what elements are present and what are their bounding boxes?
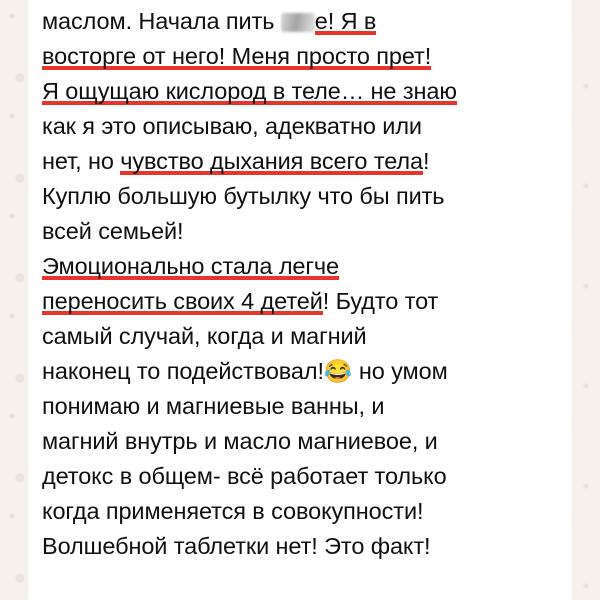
text-run: детокс в общем- всё работает только	[42, 463, 447, 489]
text-run: всей семьей!	[42, 218, 184, 244]
highlighted-text-run: е! Я в	[314, 8, 377, 34]
text-run: как я это описываю, адекватно или	[42, 113, 422, 139]
highlighted-text-run: чувство дыхания всего тела	[120, 148, 423, 174]
redaction-smudge	[281, 13, 315, 32]
text-run: когда применяется в совокупности!	[42, 498, 424, 524]
text-run: маслом. Начала пить	[42, 8, 281, 34]
text-run: Куплю большую бутылку что бы пить	[42, 183, 445, 209]
text-run: ! Будто тот	[322, 288, 439, 314]
highlighted-text-run: Я ощущаю кислород в теле… не знаю	[42, 78, 457, 104]
face-with-tears-of-joy-emoji: 😂	[323, 358, 353, 384]
message-bubble[interactable]	[28, 0, 572, 600]
text-run: !	[423, 148, 430, 174]
message-text	[42, 4, 558, 564]
text-run: нет, но	[42, 148, 121, 174]
text-run: магний внутрь и масло магниевое, и	[42, 428, 438, 454]
highlighted-text-run: переносить своих 4 детей	[42, 288, 323, 314]
text-run: но умом	[352, 358, 448, 384]
text-run: самый случай, когда и магний	[42, 323, 367, 349]
text-run: наконец то подействовал!	[42, 358, 324, 384]
highlighted-text-run: Эмоционально стала легче	[42, 253, 339, 279]
text-run: Волшебной таблетки нет! Это факт!	[42, 533, 431, 559]
text-run: понимаю и магниевые ванны, и	[42, 393, 385, 419]
highlighted-text-run: восторге от него! Меня просто прет!	[42, 43, 432, 69]
